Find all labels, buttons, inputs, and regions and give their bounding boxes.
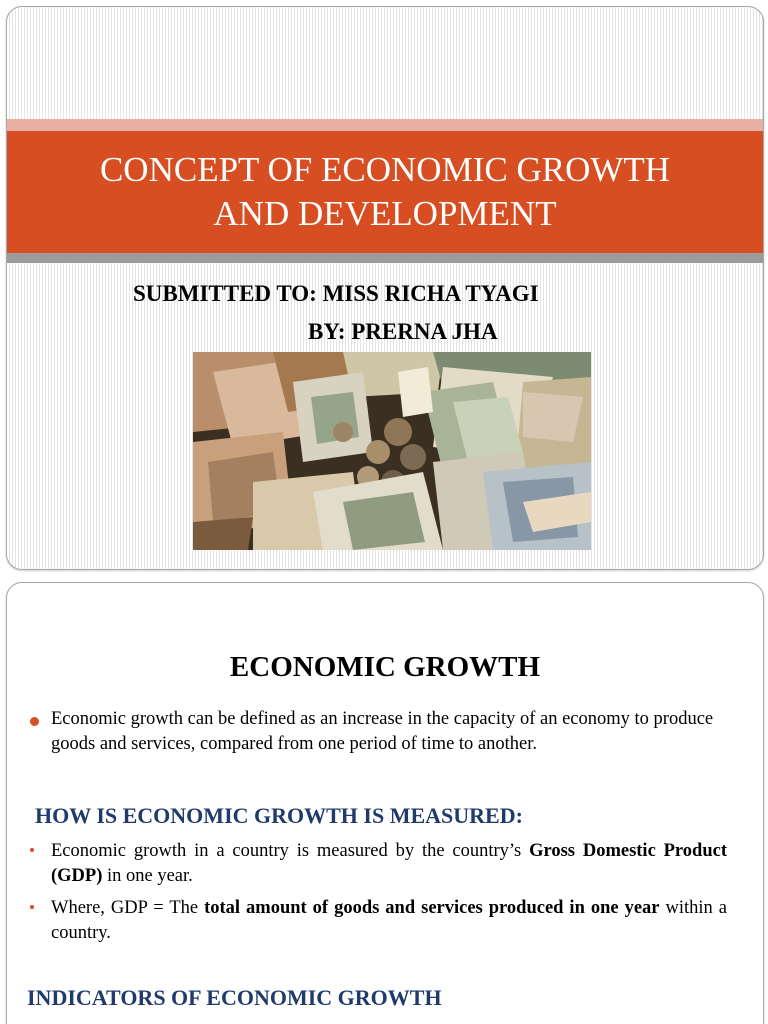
title-slide bbox=[6, 6, 764, 570]
indicators-heading: INDICATORS OF ECONOMIC GROWTH bbox=[27, 985, 442, 1010]
measured-1-pre: Economic growth in a country is measured by the country’s bbox=[51, 841, 530, 861]
title-band bbox=[7, 131, 763, 253]
content-slide bbox=[6, 582, 764, 1024]
measured-1-bold: Gross Domestic Product (GDP) bbox=[51, 841, 727, 886]
measured-bullet-1 bbox=[27, 839, 727, 889]
gray-accent-strip bbox=[7, 253, 763, 263]
measured-bullet-2 bbox=[27, 896, 727, 946]
submitted-by-text: BY: PRERNA JHA bbox=[308, 319, 498, 344]
definition-bullet bbox=[27, 707, 727, 757]
pink-accent-strip bbox=[7, 119, 763, 131]
slide-title-line1: CONCEPT OF ECONOMIC GROWTH bbox=[99, 150, 671, 189]
measured-2-pre: Where, GDP = The bbox=[51, 898, 205, 918]
bullet-dot-icon bbox=[30, 717, 39, 726]
measured-text-2 bbox=[51, 896, 727, 946]
bullet-dot-icon bbox=[30, 905, 34, 909]
slide-title-line2: AND DEVELOPMENT bbox=[213, 194, 557, 233]
measured-2-bold: total amount of goods and services produced in one year bbox=[204, 898, 660, 918]
measured-text-1 bbox=[51, 839, 727, 889]
bullet-dot-icon bbox=[30, 848, 34, 852]
measured-2-post: within a country. bbox=[51, 898, 728, 943]
submitted-to-text: SUBMITTED TO: MISS RICHA TYAGI bbox=[133, 281, 539, 306]
measured-1-post: in one year. bbox=[102, 866, 193, 886]
slide-title bbox=[100, 148, 670, 236]
money-photo bbox=[193, 352, 591, 550]
measured-heading: HOW IS ECONOMIC GROWTH IS MEASURED: bbox=[35, 803, 523, 828]
definition-text: Economic growth can be defined as an increase in the capacity of an economy to produce goods and services, compared from one period of time to another. bbox=[51, 709, 714, 754]
economic-growth-heading: ECONOMIC GROWTH bbox=[229, 651, 541, 683]
